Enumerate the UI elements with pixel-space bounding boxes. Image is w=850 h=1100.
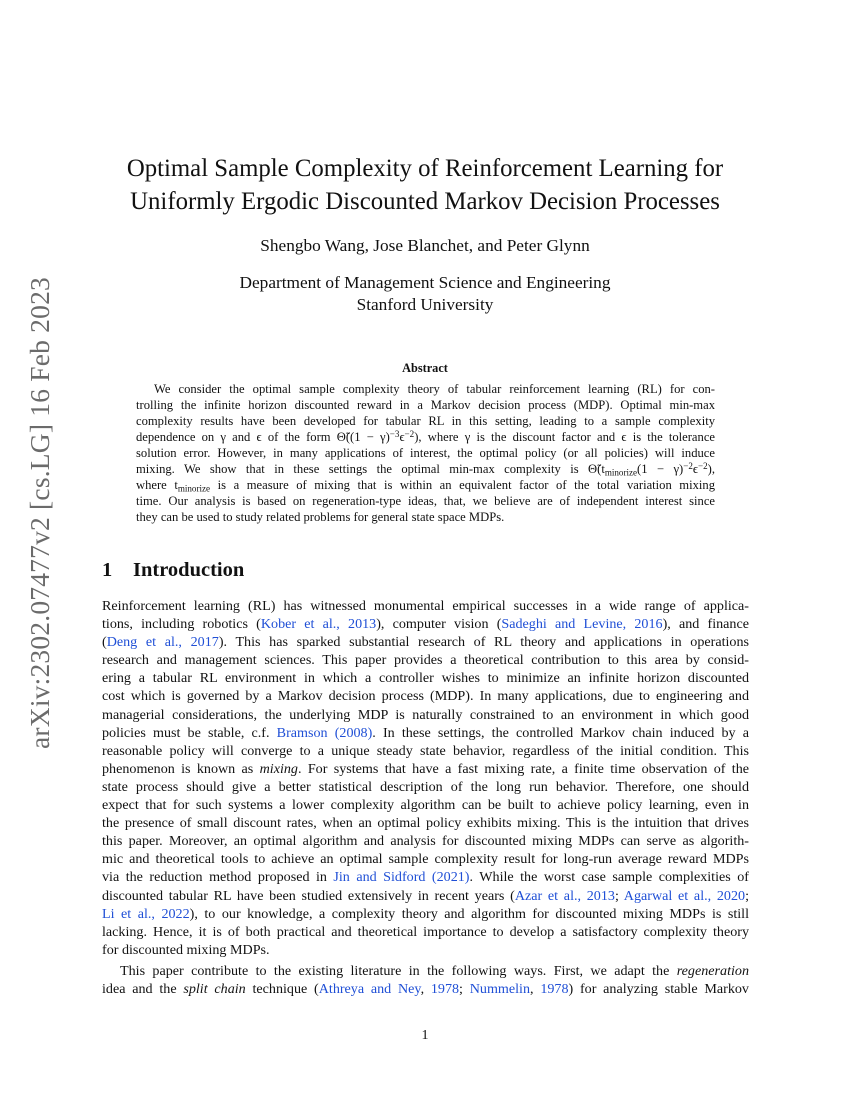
citation-link[interactable]: Azar et al., 2013 xyxy=(514,887,615,904)
affiliation-university: Stanford University xyxy=(356,295,494,314)
citation-link[interactable]: 1978 xyxy=(540,981,569,998)
body-line: via the reduction method proposed in Jin and Sidford (2021). While the worst case sample complexities of xyxy=(102,869,749,886)
section-heading xyxy=(102,559,244,582)
abstract-body xyxy=(136,381,715,525)
abstract-heading: Abstract xyxy=(402,361,448,375)
body-line: Reinforcement learning (RL) has witnessed monumental empirical successes in a wide range of applica- xyxy=(102,598,749,614)
body-line: ering a tabular RL environment in which a controller wishes to minimize an infinite horizon discounted xyxy=(102,670,749,687)
citation-link[interactable]: Deng et al., 2017 xyxy=(106,634,219,651)
arxiv-identifier: arXiv:2302.07477v2 [cs.LG] 16 Feb 2023 xyxy=(24,277,55,749)
intro-paragraph-2 xyxy=(102,962,749,998)
authors: Shengbo Wang, Jose Blanchet, and Peter Glynn xyxy=(260,236,590,255)
abstract-line: solution error. However, in many applications of interest, the optimal policy (or all policies) will induce xyxy=(136,446,715,461)
citation-link[interactable]: Athreya and Ney xyxy=(318,981,421,998)
citation-link[interactable]: Nummelin xyxy=(469,981,531,998)
abstract-line: dependence on γ and ϵ of the form Θ̃((1 − $\gamma)^{-3}\epsilon^{-2}$), where γ is the discount factor and ϵ is the tolerance xyxy=(136,429,716,445)
abstract-line: time. Our analysis is based on regeneration-type ideas, that, we believe are of independent interest since xyxy=(136,494,715,509)
title-line-1: Optimal Sample Complexity of Reinforcement Learning for xyxy=(126,155,724,182)
body-line: phenomenon is known as mixing. For systems that have a fast mixing rate, a finite time observation of the xyxy=(102,760,749,777)
body-line: discounted tabular RL have been studied extensively in recent years (Azar et al., 2013; Agarwal et al., 2020; xyxy=(102,887,749,904)
abstract-line: where $t_{minorize}$ is a measure of mixing that is within an equivalent factor of the total variation mixing xyxy=(136,478,715,494)
body-line: This paper contribute to the existing literature in the following ways. First, we adapt the regeneration xyxy=(120,963,749,979)
arxiv-identifier-sidebar xyxy=(20,268,60,758)
body-line: the presence of small discount rates, when an optimal policy exhibits mixing. This is the intuition that drives xyxy=(102,815,749,832)
abstract-line: they can be used to study related problems for general state space MDPs. xyxy=(136,510,505,525)
body-line: expect that for such systems a lower complexity algorithm can be built to achieve policy learning, even in xyxy=(102,797,749,814)
abstract-line: We consider the optimal sample complexity theory of tabular reinforcement learning (RL) for con- xyxy=(154,382,715,396)
body-line: mic and theoretical tools to achieve an optimal sample complexity result for long-run average reward MDPs xyxy=(102,851,749,868)
citation-link[interactable]: Li et al., 2022 xyxy=(102,905,190,922)
body-line: reasonable policy will converge to a unique steady state behavior, regardless of the initial condition. This xyxy=(102,742,749,759)
body-line: tions, including robotics (Kober et al., 2013), computer vision (Sadeghi and Levine, 2016), and finance xyxy=(102,616,749,633)
body-line: idea and the split chain technique (Athreya and Ney, 1978; Nummelin, 1978) for analyzing stable Markov xyxy=(102,981,749,998)
paper-title xyxy=(100,152,750,218)
abstract-line: mixing. We show that in these settings the optimal min-max complexity is $\Thetã(t_{minorize}(1 - \gamma)^{-2}\epsilon^{-2})$, xyxy=(136,461,715,478)
body-line: for discounted mixing MDPs. xyxy=(102,941,270,958)
affiliation-department: Department of Management Science and Engineering xyxy=(239,273,611,292)
citation-link[interactable]: Bramson (2008) xyxy=(276,724,373,741)
citation-link[interactable]: 1978 xyxy=(430,981,460,998)
body-line: research and management sciences. This paper provides a theoretical contribution to this area by consid- xyxy=(102,652,749,669)
body-line: (Deng et al., 2017). This has sparked substantial research of RL theory and applications in operations xyxy=(102,634,749,651)
abstract-line: trolling the infinite horizon discounted reward in a Markov decision process (MDP). Optimal min-max xyxy=(136,398,715,413)
body-line: policies must be stable, c.f. Bramson (2008). In these settings, the controlled Markov chain induced by a xyxy=(102,724,749,741)
affiliation xyxy=(100,272,750,316)
citation-link[interactable]: Sadeghi and Levine, 2016 xyxy=(501,616,663,633)
body-line: Li et al., 2022), to our knowledge, a complexity theory and algorithm for discounted mixing MDPs is still xyxy=(102,905,750,922)
citation-link[interactable]: Jin and Sidford (2021) xyxy=(333,869,470,886)
page-number: 1 xyxy=(421,1028,429,1043)
body-line: cost which is governed by a Markov decision process (MDP). In many applications, due to engineering and xyxy=(102,688,749,705)
section-title: Introduction xyxy=(133,559,245,581)
intro-paragraph-1 xyxy=(102,597,749,959)
body-line: managerial considerations, the underlying MDP is naturally constrained to an environment in which good xyxy=(102,706,749,723)
citation-link[interactable]: Agarwal et al., 2020 xyxy=(623,887,746,904)
section-number: 1 xyxy=(102,559,113,581)
title-line-2: Uniformly Ergodic Discounted Markov Decision Processes xyxy=(130,188,720,215)
body-line: state process should give a better statistical description of the long run behavior. Therefore, one should xyxy=(102,778,749,795)
abstract-line: complexity results have been developed for tabular RL in this setting, leading to a sample complexity xyxy=(136,414,715,429)
citation-link[interactable]: Kober et al., 2013 xyxy=(260,616,377,633)
body-line: lacking. Hence, it is of both practical and theoretical importance to develop a satisfactory complexity theory xyxy=(102,923,749,940)
body-line: this paper. Moreover, an optimal algorithm and analysis for discounted mixing MDPs can serve as algorith- xyxy=(102,833,749,850)
